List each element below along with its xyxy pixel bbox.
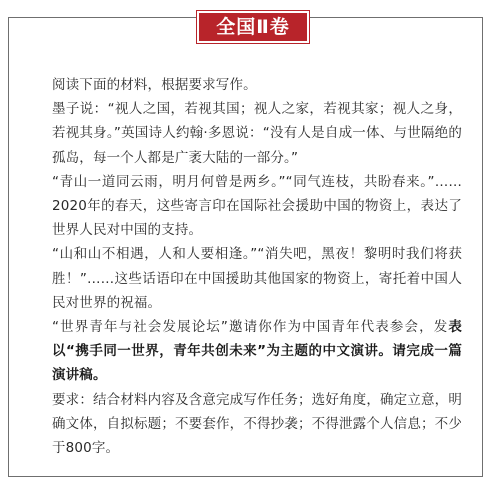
task-emphasis-text: 表以“携手同一世界，青年共创未来”为主题的中文演讲。请完成一篇演讲稿。 bbox=[52, 319, 462, 384]
mozi-donne-paragraph: 墨子说：“视人之国，若视其国；视人之家，若视其家；视人之身，若视其身。”英国诗人约翰·多恩说：“没有人是自成一体、与世隔绝的孤岛，每一个人都是广袤大陆的一部分。” bbox=[52, 101, 462, 166]
title-text: 全国Ⅱ卷 bbox=[216, 15, 290, 38]
aid-to-china-paragraph: “青山一道同云雨，明月何曾是两乡。”“同气连枝，共盼春来。”……2020年的春天，这些寄言印在国际社会援助中国的物资上，表达了世界人民对中国的支持。 bbox=[52, 173, 462, 239]
instruction-paragraph: 阅读下面的材料，根据要求写作。 bbox=[52, 77, 257, 93]
requirements-paragraph: 要求：结合材料内容及含意完成写作任务；选好角度，确定立意，明确文体，自拟标题；不要套作，不得抄袭；不得泄露个人信息；不少于800字。 bbox=[52, 391, 462, 457]
essay-prompt bbox=[52, 73, 462, 460]
title-badge bbox=[197, 11, 309, 43]
task-paragraph bbox=[52, 315, 462, 388]
task-text: “世界青年与社会发展论坛”邀请你作为中国青年代表参会，发 bbox=[52, 319, 449, 336]
aid-from-china-paragraph: “山和山不相遇，人和人要相逢。”“消失吧，黑夜！黎明时我们将获胜！”……这些话语印在中国援助其他国家的物资上，寄托着中国人民对世界的祝福。 bbox=[52, 246, 462, 311]
